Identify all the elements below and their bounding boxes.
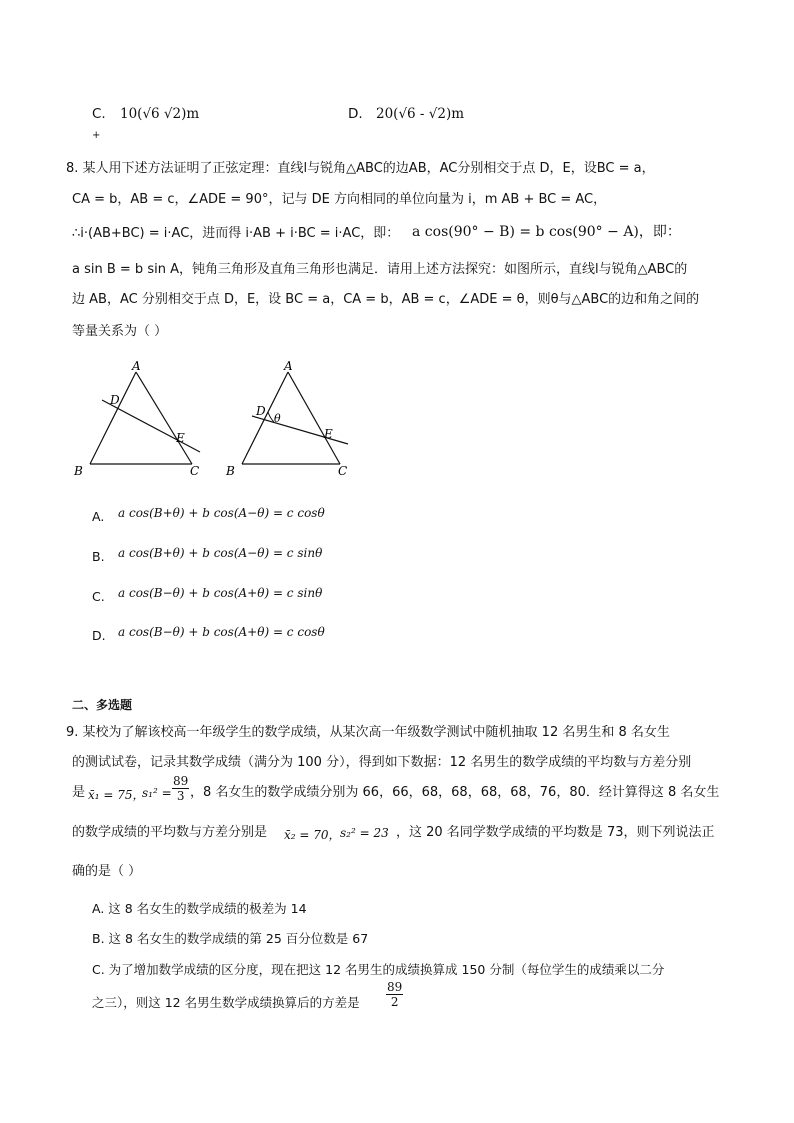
fig1-label-a: A (132, 359, 141, 373)
q9-male-variance-fraction (172, 774, 189, 803)
q8-figure-2 (222, 358, 362, 478)
q8-line-3a: ∴i·(AB+BC) = i·AC，进而得 i·AB + i·BC = i·AC，即： (72, 226, 400, 241)
q9-option-b: B. 这 8 名女生的数学成绩的第 25 百分位数是 67 (92, 931, 369, 946)
q9-male-variance-prefix: s₁² = (142, 786, 172, 800)
q8-option-a-label: A. (92, 509, 105, 524)
q9-line-2: 的测试试卷，记录其数学成绩（满分为 100 分），得到如下数据：12 名男生的数学成绩的平均数与方差分别 (72, 755, 692, 770)
q9-male-variance-denominator: 3 (176, 789, 185, 803)
q8-line-2: CA = b，AB = c，∠ADE = 90°，记与 DE 方向相同的单位向量为 i，m AB + BC = AC， (72, 192, 607, 207)
q9-line-3-prefix: 是 (72, 785, 86, 800)
fig2-label-a: A (284, 359, 293, 373)
q9-female-mean: x̄₂ = 70， (284, 828, 341, 842)
fig2-label-b: B (226, 464, 235, 478)
q8-line-3b: a cos(90° − B) = b cos(90° − A)，即： (412, 224, 681, 240)
q9-option-c-fraction (386, 980, 403, 1009)
q7-option-d-label: D. (348, 106, 363, 122)
fig1-label-b: B (74, 464, 83, 478)
fig1-label-d: D (110, 393, 120, 407)
q8-line-1: 8. 某人用下述方法证明了正弦定理：直线l与锐角△ABC的边AB，AC分别相交于点 D，E，设BC = a， (66, 161, 655, 176)
fig1-label-e: E (176, 431, 185, 445)
q8-line-6: 等量关系为（ ） (72, 324, 168, 339)
q9-line-1: 9. 某校为了解该校高一年级学生的数学成绩，从某次高一年级数学测试中随机抽取 12 名男生和 8 名女生 (66, 725, 670, 740)
q7-option-d-expression: 20(√6 - √2)m (376, 106, 465, 122)
q8-option-d-expression: a cos(B−θ) + b cos(A+θ) = c cosθ (118, 625, 325, 639)
q9-line-5: 确的是（ ） (72, 864, 142, 879)
fig2-label-e: E (324, 427, 333, 441)
q9-option-c-line-1: C. 为了增加数学成绩的区分度，现在把这 12 名男生的成绩换算成 150 分制（每位学生的成绩乘以二分 (92, 962, 665, 977)
q8-line-4: a sin B = b sin A，钝角三角形及直角三角形也满足．请用上述方法探究：如图所示，直线l与锐角△ABC的 (72, 262, 688, 277)
q9-option-a: A. 这 8 名女生的数学成绩的极差为 14 (92, 901, 307, 916)
q8-option-b-label: B. (92, 549, 105, 564)
q9-female-variance: s₂² = 23 (340, 826, 389, 840)
q9-line-4-suffix: ，这 20 名同学数学成绩的平均数是 73，则下列说法正 (396, 825, 715, 840)
q9-option-c-numerator: 89 (387, 980, 403, 994)
fig2-label-theta: θ (274, 412, 281, 425)
q7-option-c-mark: + (92, 130, 101, 141)
fig2-label-d: D (256, 404, 266, 418)
q8-figure-1 (66, 358, 216, 478)
q8-option-a-expression: a cos(B+θ) + b cos(A−θ) = c cosθ (118, 506, 325, 520)
q7-option-c-expression: 10(√6 √2)m (120, 106, 200, 122)
q7-option-c-label: C. (92, 106, 106, 122)
section-2-title: 二、多选题 (72, 698, 133, 712)
fig1-label-c: C (190, 464, 200, 478)
q8-line-5: 边 AB，AC 分别相交于点 D，E，设 BC = a，CA = b，AB = c，∠ADE = θ，则θ与△ABC的边和角之间的 (72, 292, 700, 307)
fig2-label-c: C (338, 464, 348, 478)
q8-option-b-expression: a cos(B+θ) + b cos(A−θ) = c sinθ (118, 546, 323, 560)
q8-option-c-expression: a cos(B−θ) + b cos(A+θ) = c sinθ (118, 586, 323, 600)
q9-option-c-line-2: 之三），则这 12 名男生数学成绩换算后的方差是 (92, 995, 360, 1010)
q8-option-c-label: C. (92, 589, 105, 604)
q9-male-variance-numerator: 89 (173, 774, 189, 788)
q8-option-d-label: D. (92, 628, 106, 643)
q9-option-c-denominator: 2 (390, 995, 399, 1009)
q9-line-3-suffix: ，8 名女生的数学成绩分别为 66，66，68，68，68，68，76，80．经计算得这 8 名女生 (190, 785, 720, 800)
q9-line-4-prefix: 的数学成绩的平均数与方差分别是 (72, 825, 268, 840)
q9-male-mean: x̄₁ = 75， (88, 788, 145, 802)
